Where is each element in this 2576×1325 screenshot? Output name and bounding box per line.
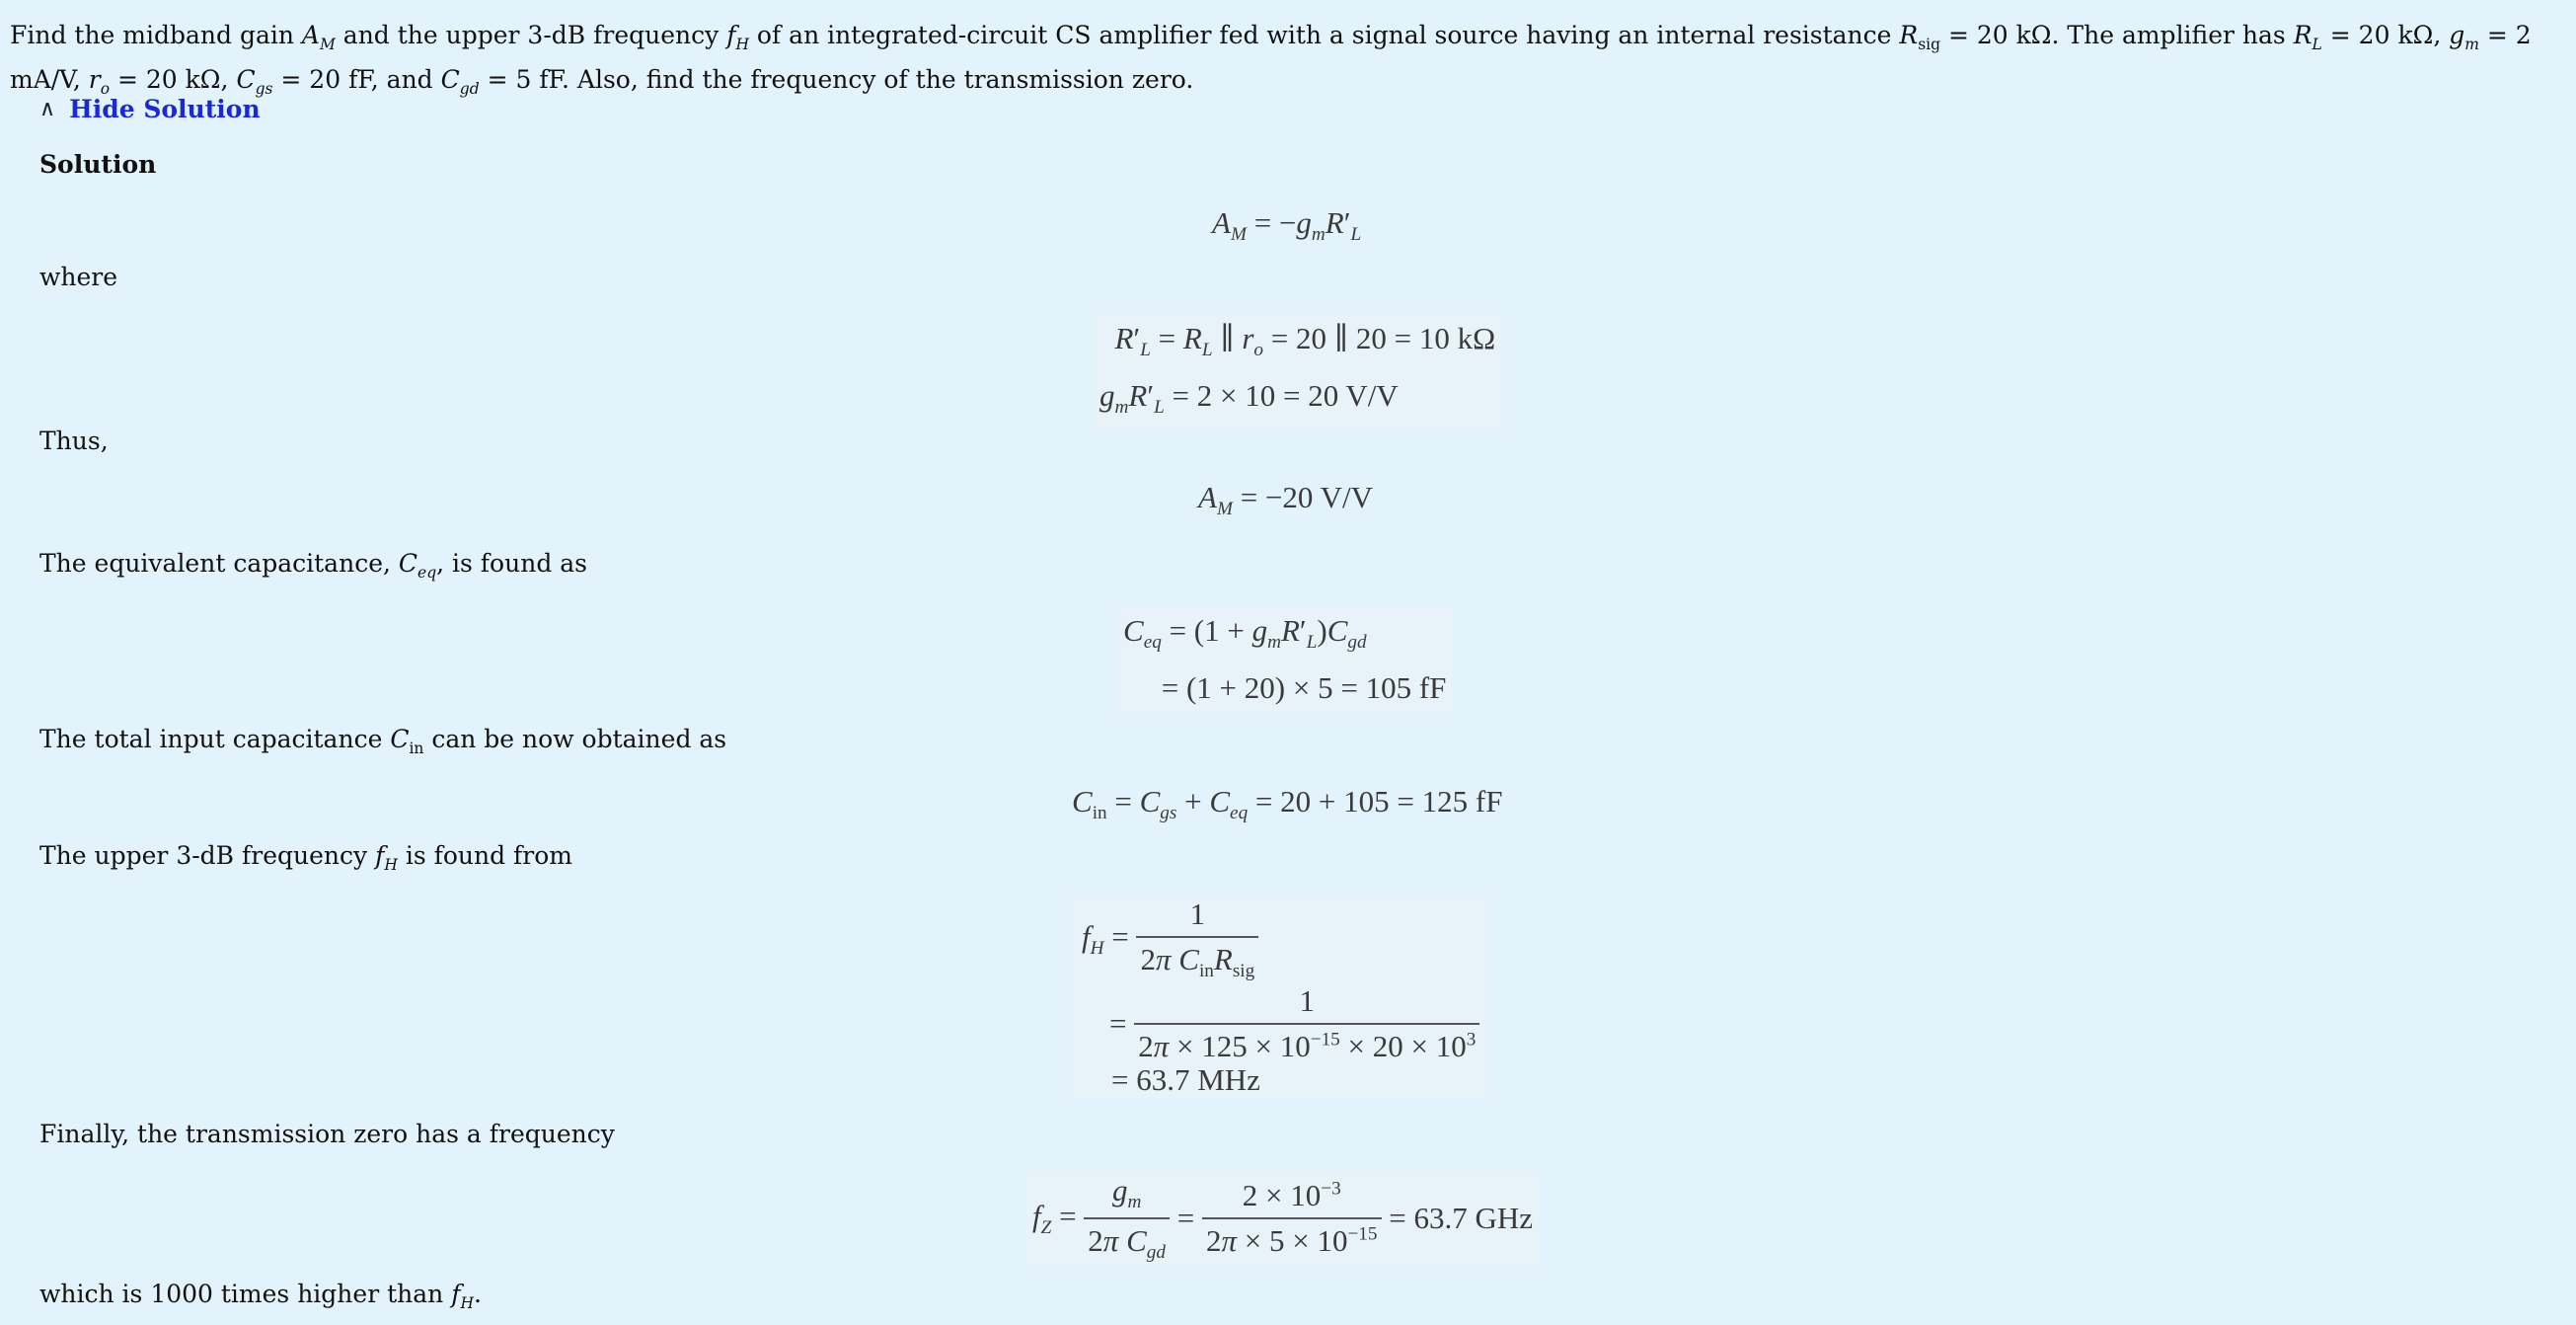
symbol-fH: f [726, 21, 736, 49]
symbol-ro-sub: o [100, 80, 111, 98]
symbol-gm: g [2449, 21, 2465, 49]
problem-text: = 20 fF, and [272, 65, 441, 94]
symbol-Cin: C [390, 725, 410, 753]
problem-text: and the upper 3-dB frequency [335, 21, 727, 49]
problem-text: = 2 mA/V, [10, 21, 2532, 94]
symbol-Ceq: C [398, 549, 418, 578]
equation-gain-result-text: $A_M = -20$ V/V [1198, 480, 1373, 520]
text-ceq-post: , is found as [436, 549, 587, 578]
text-cin-post: can be now obtained as [423, 725, 727, 753]
text-final-pre: which is 1000 times higher than [39, 1280, 452, 1308]
hide-solution-label[interactable]: Hide Solution [69, 95, 261, 123]
fraction-fh-2: $\frac{1}{2\pi \times 125 \times 10^{-15} \times 20 \times 10^3}$ [1134, 983, 1479, 1064]
equation-input-capacitance [1072, 784, 1502, 824]
text-fz-intro: Finally, the transmission zero has a frequency [39, 1120, 615, 1148]
equation-fh-line1: $f_H$ = $\frac{1}{2\pi C_{in}R_{sig}}$ [1082, 896, 1258, 982]
equation-gain-text: $A_M = -g_mR'_L$ [1212, 205, 1362, 246]
problem-statement [10, 18, 2566, 107]
equation-equivalent-capacitance [1117, 606, 1452, 713]
text-ceq-pre: The equivalent capacitance, [39, 549, 399, 578]
problem-text: Find the midband gain [10, 21, 302, 49]
equation-fh-line3: = 63.7 MHz [1111, 1062, 1260, 1097]
symbol-fH-sub: H [735, 36, 749, 53]
equation-upper-frequency [1072, 896, 1488, 1098]
symbol-Cgd: C [440, 65, 460, 94]
equation-load-resistance [1094, 314, 1501, 432]
fraction-fz-1: $\frac{g_m}{2\pi C_{gd}}$ [1084, 1173, 1170, 1264]
problem-text: of an integrated-circuit CS amplifier fed with a signal source having an internal resistance [748, 21, 1900, 49]
symbol-fH-final: f [451, 1280, 461, 1308]
symbol-fH: f [375, 841, 385, 870]
text-cin-intro [39, 725, 726, 757]
equation-transmission-zero: $f_Z$ = $\frac{g_m}{2\pi C_{gd}}$ = $\frac{2 \times 10^{-3}}{2\pi \times 5 \times 10^{-15}}$ = 63.7 GHz [1026, 1171, 1539, 1266]
fraction-fh-1: $\frac{1}{2\pi C_{in}R_{sig}}$ [1136, 896, 1258, 982]
text-thus: Thus, [39, 427, 109, 455]
text-where: where [39, 263, 118, 291]
text-fh-intro [39, 841, 572, 874]
hide-solution-toggle[interactable] [39, 95, 261, 123]
chevron-up-icon: ∧ [39, 97, 56, 121]
fraction-fz-2: $\frac{2 \times 10^{-3}}{2\pi \times 5 \times 10^{-15}}$ [1202, 1178, 1382, 1259]
symbol-gm-sub: m [2464, 36, 2479, 53]
symbol-Rsig-sub: sig [1918, 36, 1941, 53]
equation-input-capacitance-text: $C_{in} = C_{gs} + C_{eq} = 20 + 105 = 125$ fF [1072, 784, 1503, 824]
symbol-fH-sub: H [384, 856, 398, 874]
text-cin-pre: The total input capacitance [39, 725, 391, 753]
problem-text: = 20 kΩ, [2321, 21, 2450, 49]
symbol-RL-sub: L [2311, 36, 2322, 53]
text-final [39, 1280, 482, 1312]
text-ceq-intro [39, 549, 587, 582]
equation-load-resistance-line2: $g_mR'_L = 2 \times 10 = 20$ V/V [1099, 378, 1399, 419]
symbol-Ceq-sub: eq [417, 564, 437, 582]
symbol-fH-final-sub: H [460, 1294, 474, 1312]
problem-text: = 20 kΩ, [110, 65, 237, 94]
symbol-AM-sub: M [319, 36, 336, 53]
equation-gain [1212, 205, 1361, 246]
text-fh-pre: The upper 3-dB frequency [39, 841, 376, 870]
text-fh-post: is found from [397, 841, 573, 870]
problem-text: = 5 fF. Also, find the frequency of the transmission zero. [479, 65, 1194, 94]
solution-heading: Solution [39, 150, 157, 179]
symbol-Cgd-sub: gd [459, 80, 480, 98]
symbol-Cgs-sub: gs [255, 80, 273, 98]
symbol-RL: R [2293, 21, 2312, 49]
equation-gain-result [1198, 480, 1373, 520]
problem-text: = 20 kΩ. The amplifier has [1940, 21, 2294, 49]
symbol-Rsig: R [1899, 21, 1919, 49]
symbol-ro: r [88, 65, 101, 94]
symbol-AM: A [301, 21, 320, 49]
equation-ceq-line1: $C_{eq} = (1 + g_mR'_L)C_{gd}$ [1123, 613, 1367, 654]
symbol-Cgs: C [236, 65, 256, 94]
text-final-post: . [474, 1280, 482, 1308]
symbol-Cin-sub: in [409, 740, 424, 757]
equation-load-resistance-line1: $R'_L = R_L$ ∥ $r_o = 20$ ∥ 20 = 10 kΩ [1114, 321, 1496, 361]
equation-ceq-line2: = (1 + 20) × 5 = 105 fF [1123, 670, 1447, 706]
equation-fh-line2: = $\frac{1}{2\pi \times 125 \times 10^{-15} \times 20 \times 10^3}$ [1109, 983, 1479, 1064]
